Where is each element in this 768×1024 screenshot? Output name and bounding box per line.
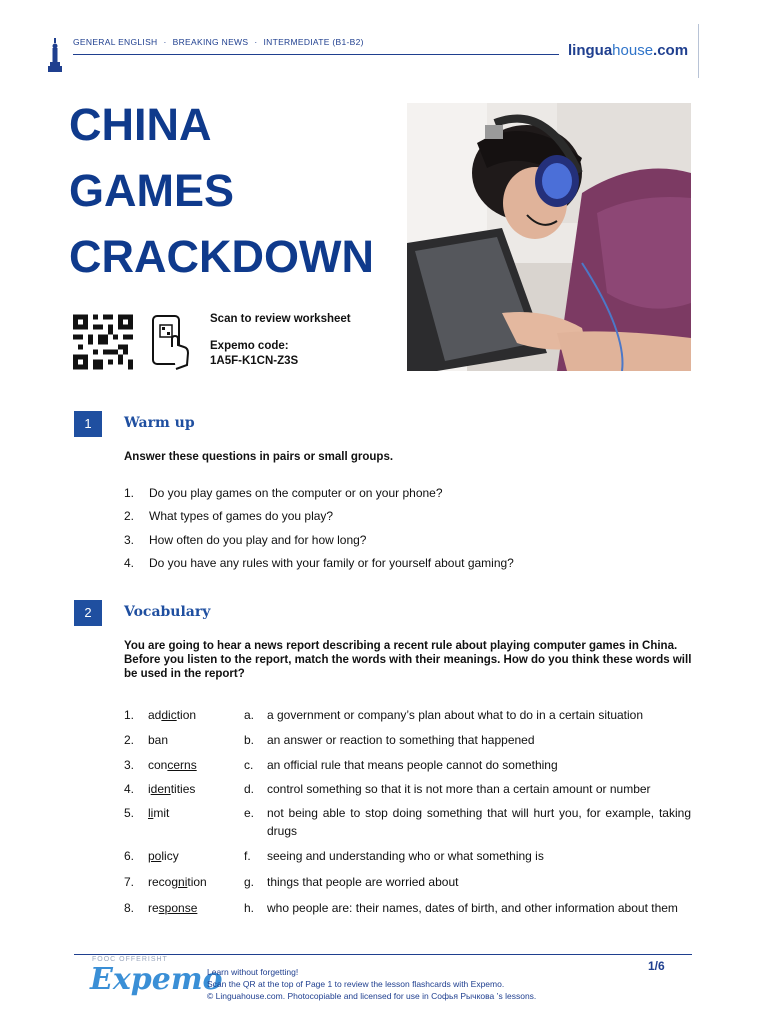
vocab-word: addiction — [148, 708, 197, 722]
footer-divider — [74, 954, 692, 955]
header-divider — [73, 54, 559, 55]
vocab-definition: who people are: their names, dates of birth, and other information about them — [267, 901, 678, 915]
section-number-2: 2 — [74, 600, 102, 626]
boy-gaming-laptop-photo — [407, 103, 691, 371]
phone-scan-icon — [150, 313, 192, 371]
section-number-1: 1 — [74, 411, 102, 437]
expemo-logo[interactable]: Expemo — [90, 962, 223, 997]
list-item: 1. Do you play games on the computer or on your phone? — [124, 486, 443, 500]
section-title-vocabulary: Vocabulary — [124, 604, 211, 620]
crumb-course[interactable]: GENERAL ENGLISH — [73, 37, 158, 47]
page-number: 1/6 — [648, 959, 665, 973]
warm-up-question-list — [124, 486, 514, 579]
vocab-word: limit — [148, 806, 170, 820]
vocab-word: recognition — [148, 875, 207, 889]
brand-divider — [698, 24, 699, 78]
vocab-word: response — [148, 901, 198, 915]
list-item: 4. Do you have any rules with your family or for yourself about gaming? — [124, 555, 514, 570]
vocab-definition: seeing and understanding who or what something is — [267, 849, 544, 863]
vocab-definition: a government or company’s plan about what to do in a certain situation — [267, 708, 644, 722]
footer-faded-text: FOOC OFFERISHT — [92, 956, 168, 963]
vocab-word: identities — [148, 782, 196, 796]
vocab-word: concerns — [148, 758, 197, 772]
page-header — [48, 34, 700, 78]
warm-up-instruction: Answer these questions in pairs or small groups. — [124, 451, 394, 463]
footer-text: Learn without forgetting! Scan the QR at the top of Page 1 to review the lesson flashcards with Expemo. © Linguahouse.com. Photocopiable and licensed for use in Софья Рычкова ’s lessons. — [207, 967, 537, 1001]
brand-logo[interactable]: linguahouse.com — [568, 42, 689, 59]
vocab-word: policy — [148, 849, 179, 863]
qr-code-icon[interactable] — [73, 314, 133, 370]
vocab-definition: not being able to stop doing something that will hurt you, for example, taking drugs — [267, 806, 691, 838]
worksheet-title: CHINA GAMES CRACKDOWN — [69, 99, 374, 282]
section-title-warm-up: Warm up — [124, 415, 195, 431]
scan-instructions: Scan to review worksheet Expemo code: 1A5F-K1CN-Z3S — [210, 313, 351, 367]
vocabulary-instruction: You are going to hear a news report describing a recent rule about playing computer games in China. Before you listen to the report, match the words with their meanings. How do you think these words will be used in the report? — [124, 640, 692, 680]
statue-of-liberty-icon — [48, 38, 62, 72]
breadcrumb: GENERAL ENGLISH · BREAKING NEWS · INTERMEDIATE (B1-B2) — [73, 37, 364, 47]
list-item: 2. What types of games do you play? — [124, 509, 334, 524]
vocab-word: ban — [148, 733, 169, 747]
vocab-definition: things that people are worried about — [267, 875, 459, 889]
vocab-definition: an official rule that means people cannot do something — [267, 758, 558, 772]
crumb-topic[interactable]: BREAKING NEWS — [172, 37, 249, 47]
vocab-definition: control something so that it is not more than a certain amount or number — [267, 782, 651, 796]
list-item: 3. How often do you play and for how long? — [124, 532, 367, 547]
vocab-definition: an answer or reaction to something that happened — [267, 733, 535, 747]
crumb-level[interactable]: INTERMEDIATE (B1-B2) — [263, 37, 364, 47]
expemo-code: 1A5F-K1CN-Z3S — [210, 355, 299, 367]
